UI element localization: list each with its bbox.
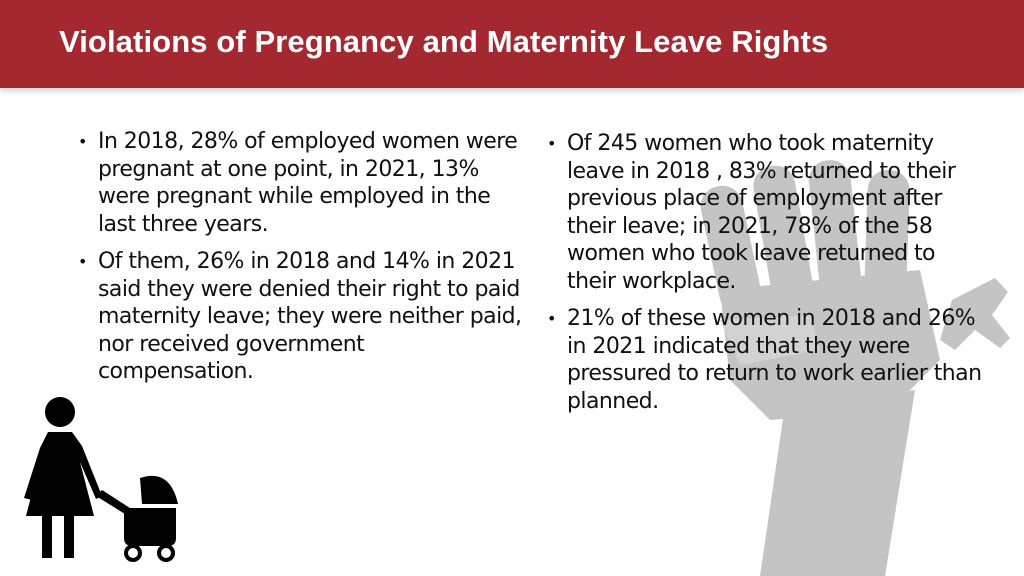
left-bullet-list: [74, 128, 524, 396]
list-item: • In 2018, 28% of employed women were pregnant at one point, in 2021, 13% were pregnant while employed in the last three years.: [74, 128, 524, 238]
list-item: • Of them, 26% in 2018 and 14% in 2021 said they were denied their right to paid maternity leave; they were neither paid, nor received government compensation.: [74, 248, 524, 386]
list-item: • Of 245 women who took maternity leave in 2018 , 83% returned to their previous place of employment after their leave; in 2021, 78% of the 58 women who took leave returned to their workplace.: [543, 130, 983, 295]
right-bullet-list: [543, 130, 983, 425]
list-item: • 21% of these women in 2018 and 26% in 2021 indicated that they were pressured to return to work earlier than planned.: [543, 305, 983, 415]
mother-with-stroller-icon: [18, 396, 188, 562]
title-banner: [0, 0, 1024, 88]
page-title: Violations of Pregnancy and Maternity Leave Rights: [59, 24, 829, 59]
